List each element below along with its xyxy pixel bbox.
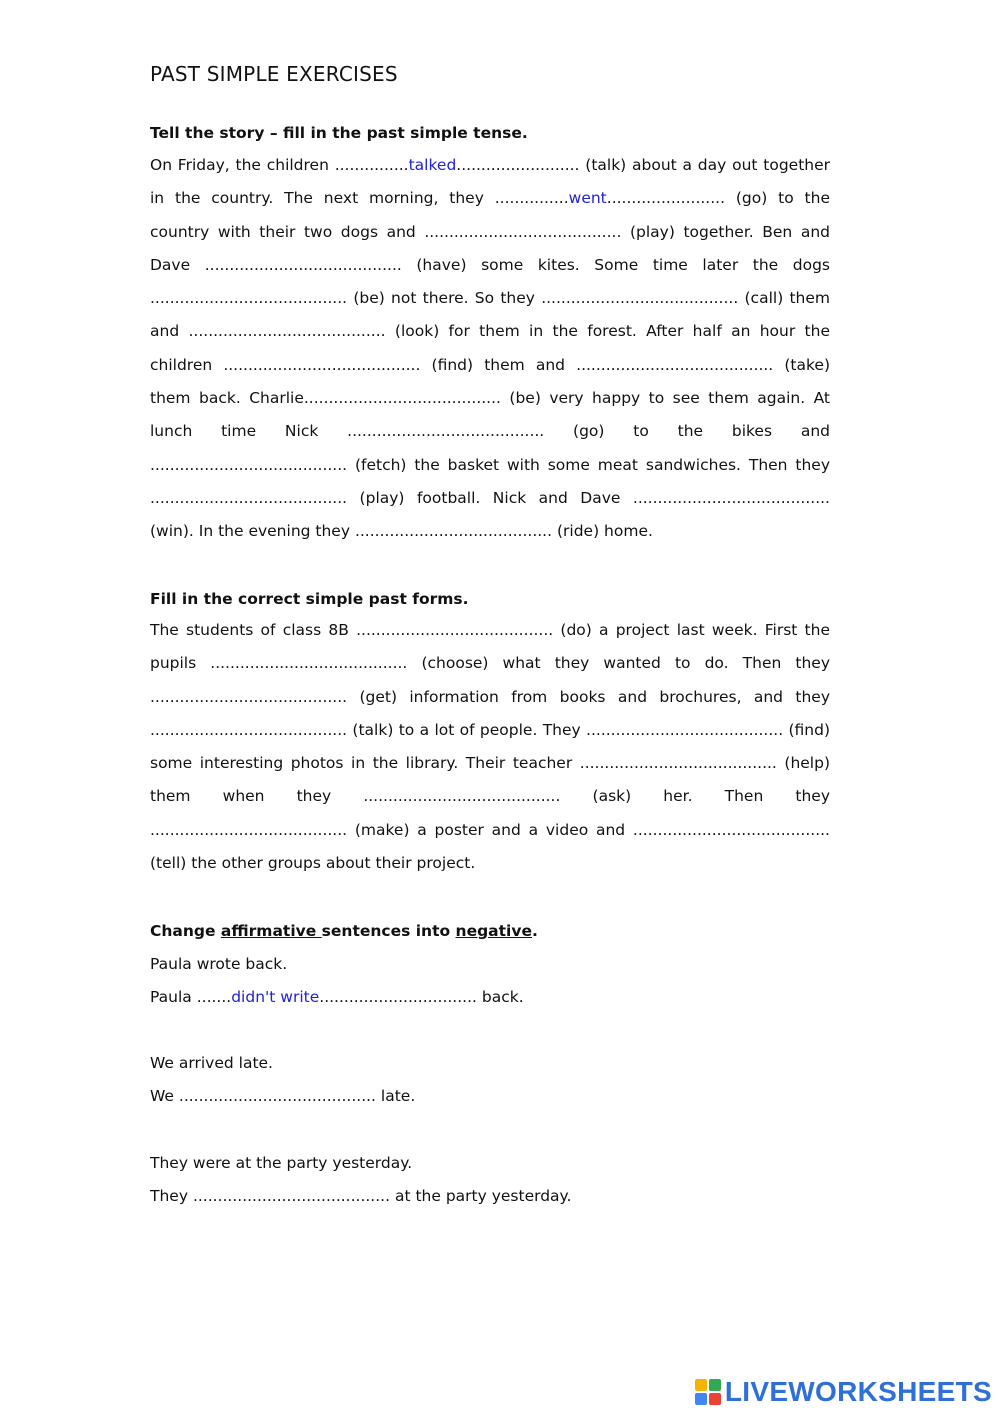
answer-blank-3[interactable]: ........................................: [424, 222, 622, 241]
answer-blank-18[interactable]: ........................................: [150, 687, 348, 706]
answer-blank-20[interactable]: ........................................: [586, 720, 784, 739]
answer-blank-8[interactable]: ........................................: [223, 355, 421, 374]
project-text: (make) a poster and a video and: [347, 820, 633, 839]
story-text: (call) them and: [150, 289, 831, 341]
answer-text: didn't write: [231, 988, 320, 1006]
project-text: (get) information from books and brochures, and they: [347, 687, 830, 706]
answer-blank-25[interactable]: .......didn't write................................: [196, 988, 477, 1006]
answer-blank-21[interactable]: ........................................: [579, 754, 777, 773]
story-text: (find) them and: [420, 355, 577, 374]
answer-blank-17[interactable]: ........................................: [210, 654, 408, 673]
answer-blank-14[interactable]: ........................................: [632, 488, 830, 507]
story-paragraph: [150, 149, 830, 549]
answer-blank-16[interactable]: ........................................: [356, 621, 554, 639]
answer-blank-12[interactable]: ........................................: [150, 455, 348, 474]
answer-blank-26[interactable]: ........................................: [178, 1087, 376, 1105]
answer-text: went: [568, 189, 607, 208]
story-text: (be) not there. So they: [347, 289, 542, 308]
story-text: (take) them back. Charlie: [150, 355, 830, 408]
answer-text: talked: [408, 156, 457, 174]
answer-blank-22[interactable]: ........................................: [363, 787, 561, 806]
project-text: (ask) her. Then they: [560, 787, 830, 806]
sentence-3-affirmative: They were at the party yesterday.: [150, 1154, 413, 1172]
sentence-2-negative: We ........................................ late.: [150, 1087, 416, 1105]
project-text: (talk) to a lot of people. They: [347, 720, 587, 739]
story-text: (have) some kites. Some time later the dogs: [401, 255, 830, 274]
answer-blank-2[interactable]: ...............went........................: [494, 189, 726, 208]
answer-blank-7[interactable]: ........................................: [188, 322, 386, 341]
sentence-3-negative: They ........................................ at the party yesterday.: [150, 1187, 572, 1205]
answer-blank-4[interactable]: ........................................: [204, 255, 402, 274]
underlined-word-negative: negative: [455, 922, 532, 940]
logo-text: LIVEWORKSHEETS: [724, 1376, 992, 1407]
answer-blank-10[interactable]: ........................................: [303, 389, 501, 408]
sentence-1-affirmative: Paula wrote back.: [150, 955, 288, 973]
underlined-word-affirmative: affirmative: [220, 922, 322, 940]
section-heading-past-forms: Fill in the correct simple past forms.: [150, 590, 469, 608]
sentence-2-affirmative: We arrived late.: [150, 1054, 273, 1072]
section-heading-negative: Change affirmative sentences into negative.: [150, 922, 538, 940]
answer-blank-11[interactable]: ........................................: [347, 422, 545, 441]
project-text: (do) a project last week. First the pupils: [150, 621, 830, 673]
story-text: (look) for them in the forest. After half an hour the children: [150, 322, 830, 374]
story-text: (play) football. Nick and Dave: [347, 488, 633, 507]
project-text: The students of class 8B: [150, 621, 357, 639]
answer-blank-19[interactable]: ........................................: [150, 720, 348, 739]
story-text: (talk) about a day out together in the country. The next morning, they: [150, 156, 831, 208]
project-text: (choose) what they wanted to do. Then they: [407, 654, 830, 673]
answer-blank-15[interactable]: ........................................: [354, 522, 553, 541]
story-text: On Friday, the children: [150, 156, 335, 174]
project-text: (find) some interesting photos in the library. Their teacher: [150, 720, 830, 773]
liveworksheets-logo: [695, 1378, 992, 1406]
project-paragraph: [150, 614, 830, 880]
section-heading-story: Tell the story – fill in the past simple tense.: [150, 124, 528, 142]
story-text: (go) to the country with their two dogs and: [150, 189, 830, 241]
project-text: (help) them when they: [150, 754, 830, 806]
answer-blank-23[interactable]: ........................................: [150, 820, 348, 839]
story-text: (go) to the bikes and: [544, 422, 831, 441]
answer-blank-5[interactable]: ........................................: [150, 289, 348, 308]
answer-blank-6[interactable]: ........................................: [541, 289, 739, 308]
answer-blank-1[interactable]: ...............talked.........................: [334, 156, 580, 174]
story-text: (be) very happy to see them again. At lunch time Nick: [150, 389, 831, 441]
answer-blank-27[interactable]: ........................................: [192, 1187, 391, 1205]
story-text: (fetch) the basket with some meat sandwiches. Then they: [347, 455, 830, 474]
story-text: (ride) home.: [552, 522, 653, 541]
page-title: PAST SIMPLE EXERCISES: [150, 62, 398, 86]
story-text: (win). In the evening they: [150, 522, 355, 541]
sentence-1-negative: Paula .......didn't write................................ back.: [150, 988, 524, 1006]
answer-blank-13[interactable]: ........................................: [150, 488, 348, 507]
answer-blank-24[interactable]: ........................................: [632, 820, 830, 839]
project-text: (tell) the other groups about their project.: [150, 854, 476, 873]
liveworksheets-blocks-icon: [695, 1379, 721, 1405]
answer-blank-9[interactable]: ........................................: [576, 355, 774, 374]
story-text: (play) together. Ben and Dave: [150, 222, 830, 274]
